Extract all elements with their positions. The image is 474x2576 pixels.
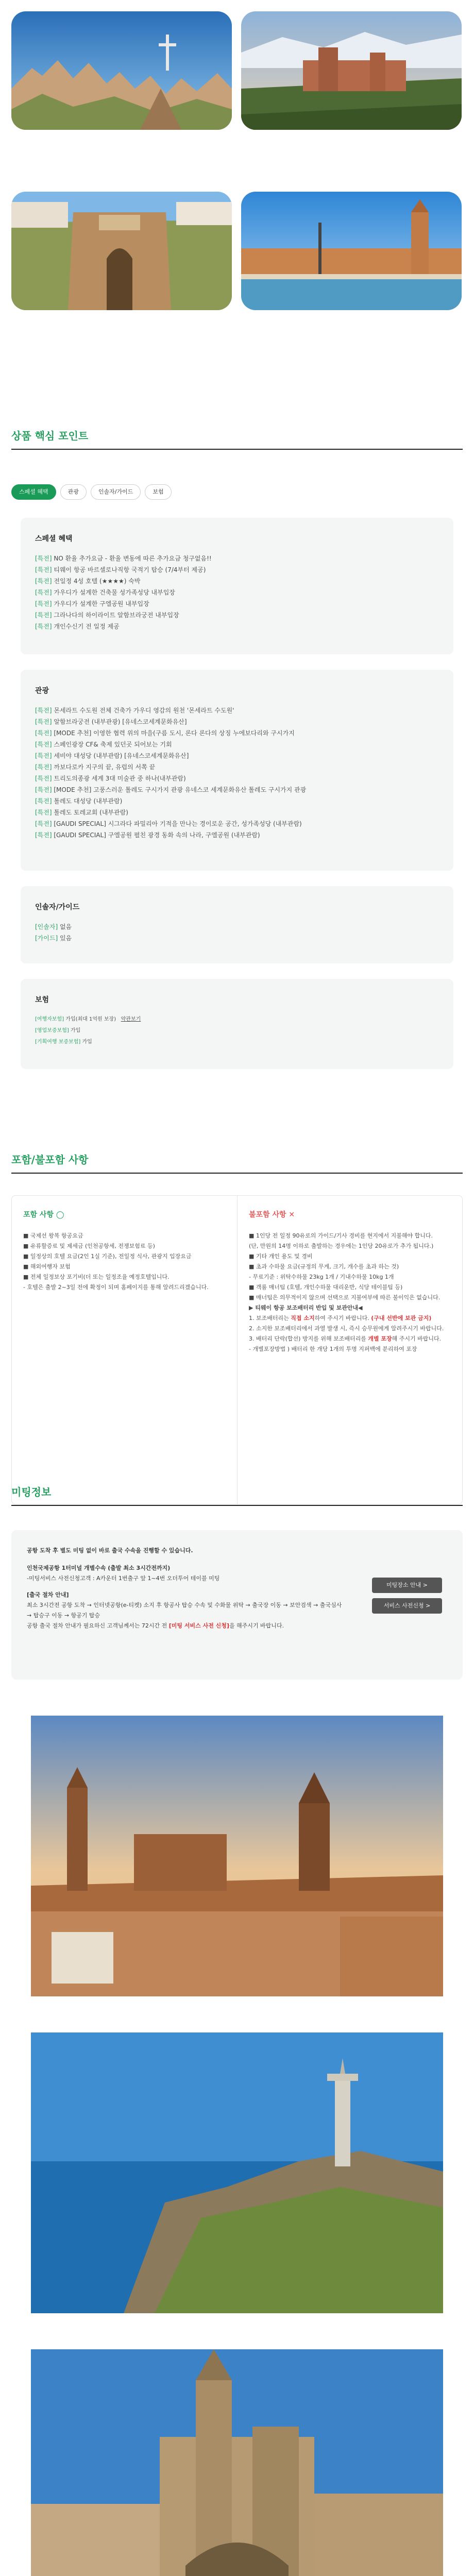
battery-notice-line — [249, 1313, 451, 1324]
item-tag: [특전] — [35, 612, 52, 619]
item-tag: [특전] — [35, 566, 52, 573]
row-text: 가입(최대 1억원 보장) — [64, 1016, 116, 1022]
included-title: 포함 사항 — [23, 1211, 54, 1219]
list-item — [35, 784, 439, 795]
item-tag: [가이드] — [35, 935, 58, 942]
excluded-line: - 무료기준 : 위탁수하물 23kg 1개 / 기내수하물 10kg 1개 — [249, 1274, 394, 1280]
photo-grid — [0, 0, 474, 314]
item-text: 톨레도 대성당 (내부관람) — [52, 798, 123, 805]
meeting-line: -미팅서비스 사전신청고객 : A카운터 1번출구 앞 1~4번 오더투어 테이블 미팅 — [27, 1575, 220, 1582]
item-text: 몬세라트 수도원 전체 건축가 가우디 영감의 원천 '몬세라트 수도원' — [52, 707, 234, 714]
included-line: ■ 유류할증료 및 제세금 (인천공항세, 전쟁보험료 등) — [23, 1243, 155, 1249]
meeting-header — [11, 1484, 463, 1506]
row-tag: [영업보증보험] — [35, 1028, 69, 1033]
list-item — [35, 727, 439, 739]
item-text: 없음 — [58, 923, 72, 930]
notice-text: 1. 보조배터리는 — [249, 1315, 291, 1321]
meeting-line — [27, 1621, 447, 1631]
seville-panorama-photo — [31, 1716, 443, 1996]
highlights-header — [11, 428, 463, 450]
item-tag: [특전] — [35, 775, 52, 782]
toledo-cathedral-photo — [31, 2349, 443, 2576]
item-tag: [특전] — [35, 786, 52, 793]
tab-insurance[interactable]: 보험 — [145, 484, 171, 500]
service-apply-button[interactable]: 서비스 사전신청 > — [372, 1598, 442, 1614]
insurance-row — [35, 1037, 439, 1048]
item-text: [MODE 추천] 고풍스러운 톨레도 구시가지 관광 유네스코 세계문화유산 톨레도 구시가지 관광 — [52, 786, 307, 793]
list-item — [35, 818, 439, 829]
circle-icon: ◯ — [56, 1211, 64, 1219]
included-heading — [23, 1209, 226, 1219]
excluded-line: ■ 매너팁은 의무적이지 않으며 선택으로 지불여부에 따른 불이익은 없습니다. — [249, 1294, 441, 1301]
departure-guide-title: [출국 절차 안내] — [27, 1591, 69, 1598]
included-line: ■ 국제선 왕복 항공요금 — [23, 1232, 83, 1239]
battery-notice-title: ▶ 티웨이 항공 보조배터리 반입 및 보관안내◀ — [249, 1304, 363, 1311]
meeting-service-link[interactable]: [미팅 서비스 사전 신청] — [168, 1622, 229, 1629]
notice-text: 3. 배터리 단락(합선) 방지를 위해 보조배터리를 — [249, 1335, 368, 1342]
includes-panel — [11, 1195, 463, 1504]
item-tag: [특전] — [35, 578, 52, 585]
insurance-row — [35, 1025, 439, 1037]
notice-highlight: (구내 선반에 보관 금지) — [371, 1315, 432, 1321]
excluded-line: ■ 1인당 전 일정 90유로의 가이드/기사 경비를 현지에서 지불해야 합니다. — [249, 1232, 433, 1239]
tour-list — [35, 705, 439, 841]
item-text: 가우디가 설계한 건축물 성가족성당 내부입장 — [52, 589, 175, 596]
alhambra-photo — [241, 11, 462, 130]
list-item — [35, 705, 439, 716]
list-item — [35, 564, 439, 575]
item-tag: [특전] — [35, 623, 52, 630]
item-tag: [특전] — [35, 741, 52, 748]
guide-list — [35, 921, 439, 944]
excluded-title: 불포함 사항 — [249, 1211, 286, 1219]
guide-title: 인솔자/가이드 — [35, 903, 80, 911]
meeting-box — [11, 1530, 463, 1680]
item-text: 전일정 4성 호텔 (★★★★) 숙박 — [52, 578, 141, 585]
item-text: [MODE 추천] 이영한 협력 위의 마을(구름 도시, 론다 론다의 상징 누에보다리와 구시가지 — [52, 730, 295, 737]
tour-box — [21, 670, 453, 871]
list-item — [35, 773, 439, 784]
battery-notice-line: 2. 소지한 보조배터리에서 과열 발생 시, 즉시 승무원에게 알려주시기 바랍니다. — [249, 1325, 444, 1332]
highlights-title: 상품 핵심 포인트 — [11, 430, 89, 442]
special-box — [21, 518, 453, 654]
plaza-espana-photo — [241, 192, 462, 310]
list-item — [35, 795, 439, 807]
item-text: 스페인광장 CF& 축제 있던곳 되어보는 기회 — [52, 741, 172, 748]
cabo-da-roca-photo — [31, 2032, 443, 2313]
item-text: 티웨이 항공 바르셀로나직항 국적기 탑승 (7/4부터 제공) — [52, 566, 206, 573]
spacer — [27, 1556, 447, 1563]
item-tag: [특전] — [35, 589, 52, 596]
meeting-line: 인천국제공항 1터미널 개별수속 (출발 최소 3시간전까지) — [27, 1565, 171, 1571]
list-item — [35, 609, 439, 621]
tab-guide[interactable]: 인솔자/가이드 — [91, 484, 141, 500]
notice-highlight: 직접 소지 — [291, 1315, 315, 1321]
insurance-title: 보험 — [35, 996, 49, 1004]
excluded-column — [237, 1196, 462, 1504]
item-tag: [특전] — [35, 764, 52, 771]
list-item — [35, 933, 439, 944]
list-item — [35, 621, 439, 632]
list-item — [35, 761, 439, 773]
item-tag: [특전] — [35, 832, 52, 839]
item-tag: [특전] — [35, 730, 52, 737]
item-text: 세비야 대성당 (내부관람) [유네스코세계문화유산] — [52, 752, 189, 759]
list-item — [35, 553, 439, 564]
list-item — [35, 598, 439, 609]
item-tag: [특전] — [35, 718, 52, 725]
notice-text: 해 주시기 바랍니다. — [392, 1335, 442, 1342]
guide-box — [21, 886, 453, 963]
meeting-line: 공항 도착 후 별도 미팅 없이 바로 출국 수속을 진행할 수 있습니다. — [27, 1547, 193, 1554]
included-line: ■ 전체 일정보상 포기비(더 또는 일정조율 예정호텔입니다. — [23, 1274, 170, 1280]
item-text: [GAUDI SPECIAL] 시그라다 파밀리아 기적을 만나는 경이로운 공간, 성가족성당 (내부관람) — [52, 820, 302, 827]
battery-notice-line — [249, 1334, 451, 1344]
item-tag: [특전] — [35, 820, 52, 827]
highlights-tabs — [11, 484, 172, 500]
item-text: 있음 — [58, 935, 72, 942]
tab-special[interactable]: 스페셜 혜택 — [11, 484, 56, 500]
item-tag: [특전] — [35, 809, 52, 816]
tour-title: 관광 — [35, 687, 49, 695]
item-text: 그라나다의 하이라이트 알함브라궁전 내부입장 — [52, 612, 179, 619]
item-tag: [특전] — [35, 555, 52, 562]
list-item — [35, 716, 439, 727]
excluded-heading — [249, 1209, 451, 1219]
meeting-line: 최소 3시간전 공항 도착 → 인터넷공항(e-티켓) 소지 후 항공사 탑승 수속 및 수화물 위탁 → 출국장 이동 → 보안검색 → 출국심사 → 탑승구 이동 → 항공기 탑승 — [27, 1602, 342, 1619]
terms-link[interactable]: 약관보기 — [121, 1016, 141, 1022]
montserrat-photo — [11, 11, 232, 130]
ronda-bridge-photo — [11, 192, 232, 310]
item-text: 까보다로카 지구의 끝, 유럽의 서쪽 끝 — [52, 764, 156, 771]
item-text: [GAUDI SPECIAL] 구엘공원 펼친 광경 동화 속의 나라, 구엘공원 (내부관람) — [52, 832, 260, 839]
item-text: 톨레도 토레교회 (내부관람) — [52, 809, 128, 816]
excluded-line: ■ 기타 개인 용도 및 경비 — [249, 1253, 313, 1260]
row-text: 가입 — [69, 1028, 81, 1033]
list-item — [35, 921, 439, 933]
list-item — [35, 739, 439, 750]
item-text: 개인수신기 전 일정 제공 — [52, 623, 120, 630]
excluded-line: ■ 초과 수하물 요금(규정의 무게, 크기, 개수를 초과 하는 것) — [249, 1263, 399, 1270]
excluded-line: (단, 만원의 14명 이하로 출발하는 경우에는 1인당 20유로가 추가 됩니다.) — [249, 1243, 434, 1249]
insurance-box — [21, 979, 453, 1069]
excluded-line: ■ 객룸 매너팁 (호텔, 개인수하물 대리운반, 식당 테이블팁 등) — [249, 1284, 403, 1291]
tab-tour[interactable]: 관광 — [60, 484, 87, 500]
item-tag: [특전] — [35, 707, 52, 714]
list-item — [35, 587, 439, 598]
list-item — [35, 750, 439, 761]
meeting-text: 을 해주시기 바랍니다. — [229, 1622, 284, 1629]
item-tag: [특전] — [35, 600, 52, 607]
item-text: 트리도의종광 세계 3대 미술관 중 하나(내부관람) — [52, 775, 186, 782]
item-text: 가우디가 설계한 구엘공원 내부입장 — [52, 600, 149, 607]
special-title: 스페셜 혜택 — [35, 535, 73, 543]
battery-notice-line: - 개별포장방법 ) 배터리 한 개당 1개의 투명 지퍼백에 분리하여 포장 — [249, 1346, 417, 1352]
item-tag: [특전] — [35, 798, 52, 805]
notice-text: 하여 주시기 바랍니다. — [314, 1315, 371, 1321]
list-item — [35, 575, 439, 587]
list-item — [35, 807, 439, 818]
included-line: ■ 해외여행자 보험 — [23, 1263, 71, 1270]
insurance-row — [35, 1014, 439, 1025]
item-tag: [특전] — [35, 752, 52, 759]
item-tag: [인솔자] — [35, 923, 58, 930]
item-text: 알함브라궁전 (내부관광) [유네스코세계문화유산] — [52, 718, 187, 725]
x-icon: ✕ — [289, 1211, 295, 1219]
includes-header — [11, 1151, 463, 1174]
included-line: - 호텔은 출발 2~3일 전에 확정이 되며 홈페이지를 통해 알려드리겠습니다. — [23, 1284, 209, 1291]
row-text: 가입 — [80, 1039, 92, 1045]
meeting-place-button[interactable]: 미팅장소 안내 > — [372, 1578, 442, 1593]
special-list — [35, 553, 439, 632]
row-tag: [기획여행 보증보험] — [35, 1039, 81, 1045]
included-column — [12, 1196, 237, 1504]
meeting-text: 공항 출국 절차 안내가 필요하신 고객님께서는 72시간 전 — [27, 1622, 169, 1629]
included-line: ■ 일정상의 호텔 요금(2인 1실 기준), 전일정 식사, 관광지 입장요금 — [23, 1253, 192, 1260]
meeting-title: 미팅정보 — [11, 1486, 52, 1498]
notice-highlight: 개별 포장 — [368, 1335, 392, 1342]
includes-title: 포함/불포함 사항 — [11, 1154, 89, 1166]
item-text: NO 환율 추가요금 - 환율 변동에 따른 추가요금 청구없음!! — [52, 555, 212, 562]
list-item — [35, 829, 439, 841]
row-tag: [여행자보험] — [35, 1016, 64, 1022]
